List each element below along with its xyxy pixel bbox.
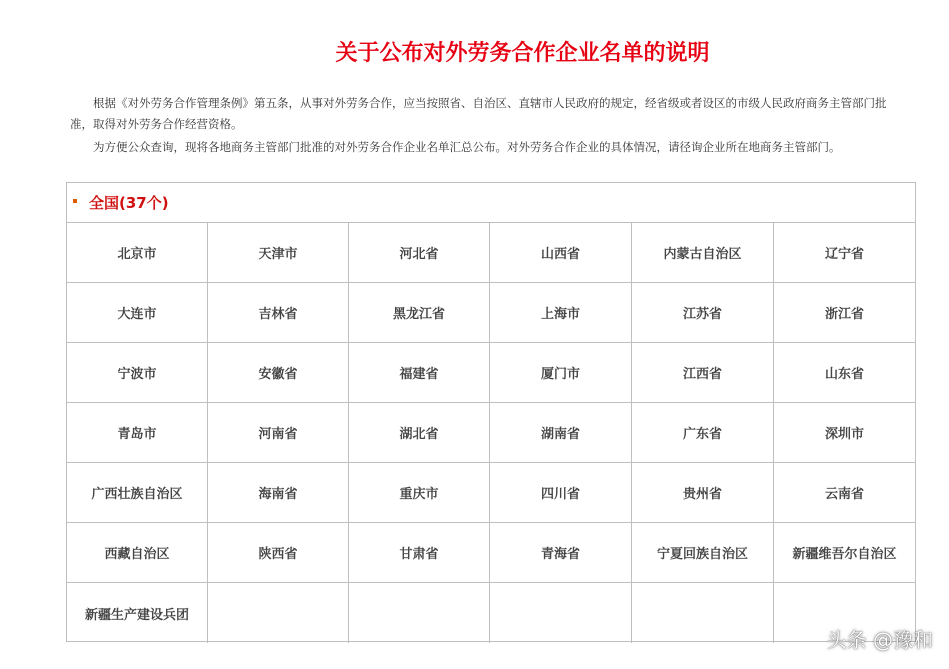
region-link[interactable]: 内蒙古自治区 xyxy=(632,223,774,283)
region-link[interactable]: 江西省 xyxy=(632,343,774,403)
region-link[interactable]: 新疆生产建设兵团 xyxy=(67,583,208,643)
region-link[interactable]: 宁夏回族自治区 xyxy=(632,523,774,583)
region-link[interactable]: 黑龙江省 xyxy=(349,283,490,343)
region-link[interactable]: 陕西省 xyxy=(208,523,349,583)
region-link[interactable]: 重庆市 xyxy=(349,463,490,523)
empty-cell xyxy=(349,583,490,643)
region-link[interactable]: 山东省 xyxy=(774,343,915,403)
intro-paragraph-1: 根据《对外劳务合作管理条例》第五条，从事对外劳务合作，应当按照省、自治区、直辖市人民政府的规定，经省级或者设区的市级人民政府商务主管部门批准，取得对外劳务合作经营资格。 xyxy=(70,96,887,131)
region-link[interactable]: 广西壮族自治区 xyxy=(67,463,208,523)
region-link[interactable]: 四川省 xyxy=(490,463,632,523)
region-link[interactable]: 北京市 xyxy=(67,223,208,283)
panel-heading[interactable]: 全国(37个) xyxy=(89,194,169,212)
region-link[interactable]: 河北省 xyxy=(349,223,490,283)
region-panel xyxy=(66,182,916,642)
region-grid xyxy=(67,223,915,643)
panel-header xyxy=(67,183,915,223)
region-link[interactable]: 安徽省 xyxy=(208,343,349,403)
region-link[interactable]: 山西省 xyxy=(490,223,632,283)
empty-cell xyxy=(490,583,632,643)
region-link[interactable]: 厦门市 xyxy=(490,343,632,403)
page-title: 关于公布对外劳务合作企业名单的说明 xyxy=(335,41,710,66)
bullet-icon xyxy=(73,199,77,203)
region-link[interactable]: 新疆维吾尔自治区 xyxy=(774,523,915,583)
empty-cell xyxy=(208,583,349,643)
region-link[interactable]: 湖北省 xyxy=(349,403,490,463)
region-link[interactable]: 西藏自治区 xyxy=(67,523,208,583)
region-link[interactable]: 大连市 xyxy=(67,283,208,343)
region-link[interactable]: 贵州省 xyxy=(632,463,774,523)
region-link[interactable]: 云南省 xyxy=(774,463,915,523)
region-link[interactable]: 青海省 xyxy=(490,523,632,583)
region-link[interactable]: 甘肃省 xyxy=(349,523,490,583)
empty-cell xyxy=(632,583,774,643)
region-link[interactable]: 上海市 xyxy=(490,283,632,343)
region-link[interactable]: 河南省 xyxy=(208,403,349,463)
region-link[interactable]: 吉林省 xyxy=(208,283,349,343)
region-link[interactable]: 江苏省 xyxy=(632,283,774,343)
intro-paragraph-2: 为方便公众查询，现将各地商务主管部门批准的对外劳务合作企业名单汇总公布。对外劳务合作企业的具体情况，请径询企业所在地商务主管部门。 xyxy=(93,140,841,154)
region-link[interactable]: 福建省 xyxy=(349,343,490,403)
region-link[interactable]: 宁波市 xyxy=(67,343,208,403)
region-link[interactable]: 辽宁省 xyxy=(774,223,915,283)
region-link[interactable]: 湖南省 xyxy=(490,403,632,463)
region-link[interactable]: 浙江省 xyxy=(774,283,915,343)
region-link[interactable]: 深圳市 xyxy=(774,403,915,463)
watermark: 头条 @豫和 xyxy=(826,628,933,652)
region-link[interactable]: 天津市 xyxy=(208,223,349,283)
region-link[interactable]: 海南省 xyxy=(208,463,349,523)
region-link[interactable]: 青岛市 xyxy=(67,403,208,463)
region-link[interactable]: 广东省 xyxy=(632,403,774,463)
